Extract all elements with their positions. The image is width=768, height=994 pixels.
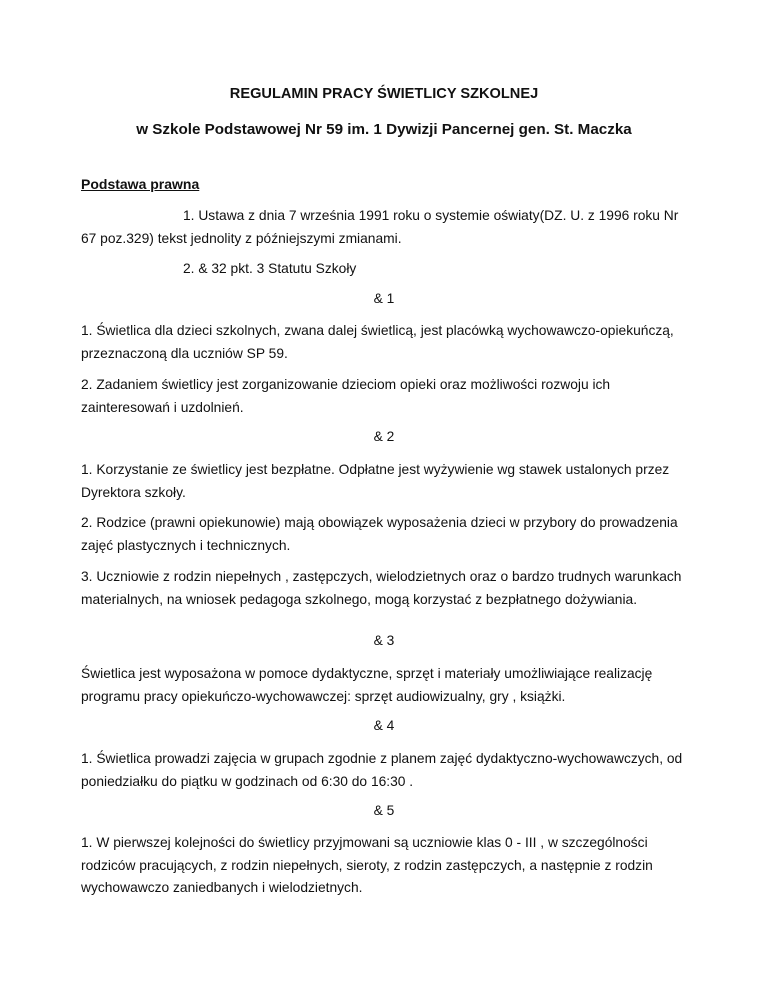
- section-1-paragraph-2: 2. Zadaniem świetlicy jest zorganizowanie dzieciom opieki oraz możliwości rozwoju ich zainteresowań i uzdolnień.: [81, 377, 611, 415]
- section-label-3: & 3: [373, 633, 395, 648]
- section-label-2: & 2: [373, 429, 395, 444]
- document-title: REGULAMIN PRACY ŚWIETLICY SZKOLNEJ: [229, 86, 539, 102]
- section-label-4: & 4: [373, 718, 395, 733]
- section-label-5: & 5: [373, 803, 395, 818]
- legal-basis-item-1: 1. Ustawa z dnia 7 września 1991 roku o systemie oświaty(DZ. U. z 1996 roku Nr 67 poz.329) tekst jednolity z późniejszymi zmianami.: [81, 208, 679, 246]
- section-2-paragraph-2: 2. Rodzice (prawni opiekunowie) mają obowiązek wyposażenia dzieci w przybory do prowadzenia zajęć plastycznych i technicznych.: [81, 515, 678, 553]
- section-2-paragraph-1: 1. Korzystanie ze świetlicy jest bezpłatne. Odpłatne jest wyżywienie wg stawek ustalonych przez Dyrektora szkoły.: [81, 462, 670, 500]
- document-subtitle: w Szkole Podstawowej Nr 59 im. 1 Dywizji Pancernej gen. St. Maczka: [136, 121, 632, 138]
- section-1-paragraph-1: 1. Świetlica dla dzieci szkolnych, zwana dalej świetlicą, jest placówką wychowawczo-opiekuńczą, przeznaczoną dla uczniów SP 59.: [81, 323, 674, 361]
- section-5-paragraph-1: 1. W pierwszej kolejności do świetlicy przyjmowani są uczniowie klas 0 - III , w szczególności rodziców pracujących, z rodzin niepełnych, sieroty, z rodzin zastępczych, a następnie z rodzin wychowawczo zaniedbanych i wielodzietnych.: [81, 835, 653, 895]
- legal-basis-item-2: 2. & 32 pkt. 3 Statutu Szkoły: [183, 261, 357, 276]
- legal-basis-heading: Podstawa prawna: [81, 176, 200, 192]
- section-4-paragraph-1: 1. Świetlica prowadzi zajęcia w grupach zgodnie z planem zajęć dydaktyczno-wychowawczych, od poniedziałku do piątku w godzinach od 6:30 do 16:30 .: [81, 751, 683, 789]
- section-3-paragraph-1: Świetlica jest wyposażona w pomoce dydaktyczne, sprzęt i materiały umożliwiające realizację programu pracy opiekuńczo-wychowawczej: sprzęt audiowizualny, gry , książki.: [81, 666, 653, 704]
- section-label-1: & 1: [373, 291, 395, 306]
- section-2-paragraph-3: 3. Uczniowie z rodzin niepełnych , zastępczych, wielodzietnych oraz o bardzo trudnych warunkach materialnych, na wniosek pedagoga szkolnego, mogą korzystać z bezpłatnego dożywiania.: [81, 569, 682, 607]
